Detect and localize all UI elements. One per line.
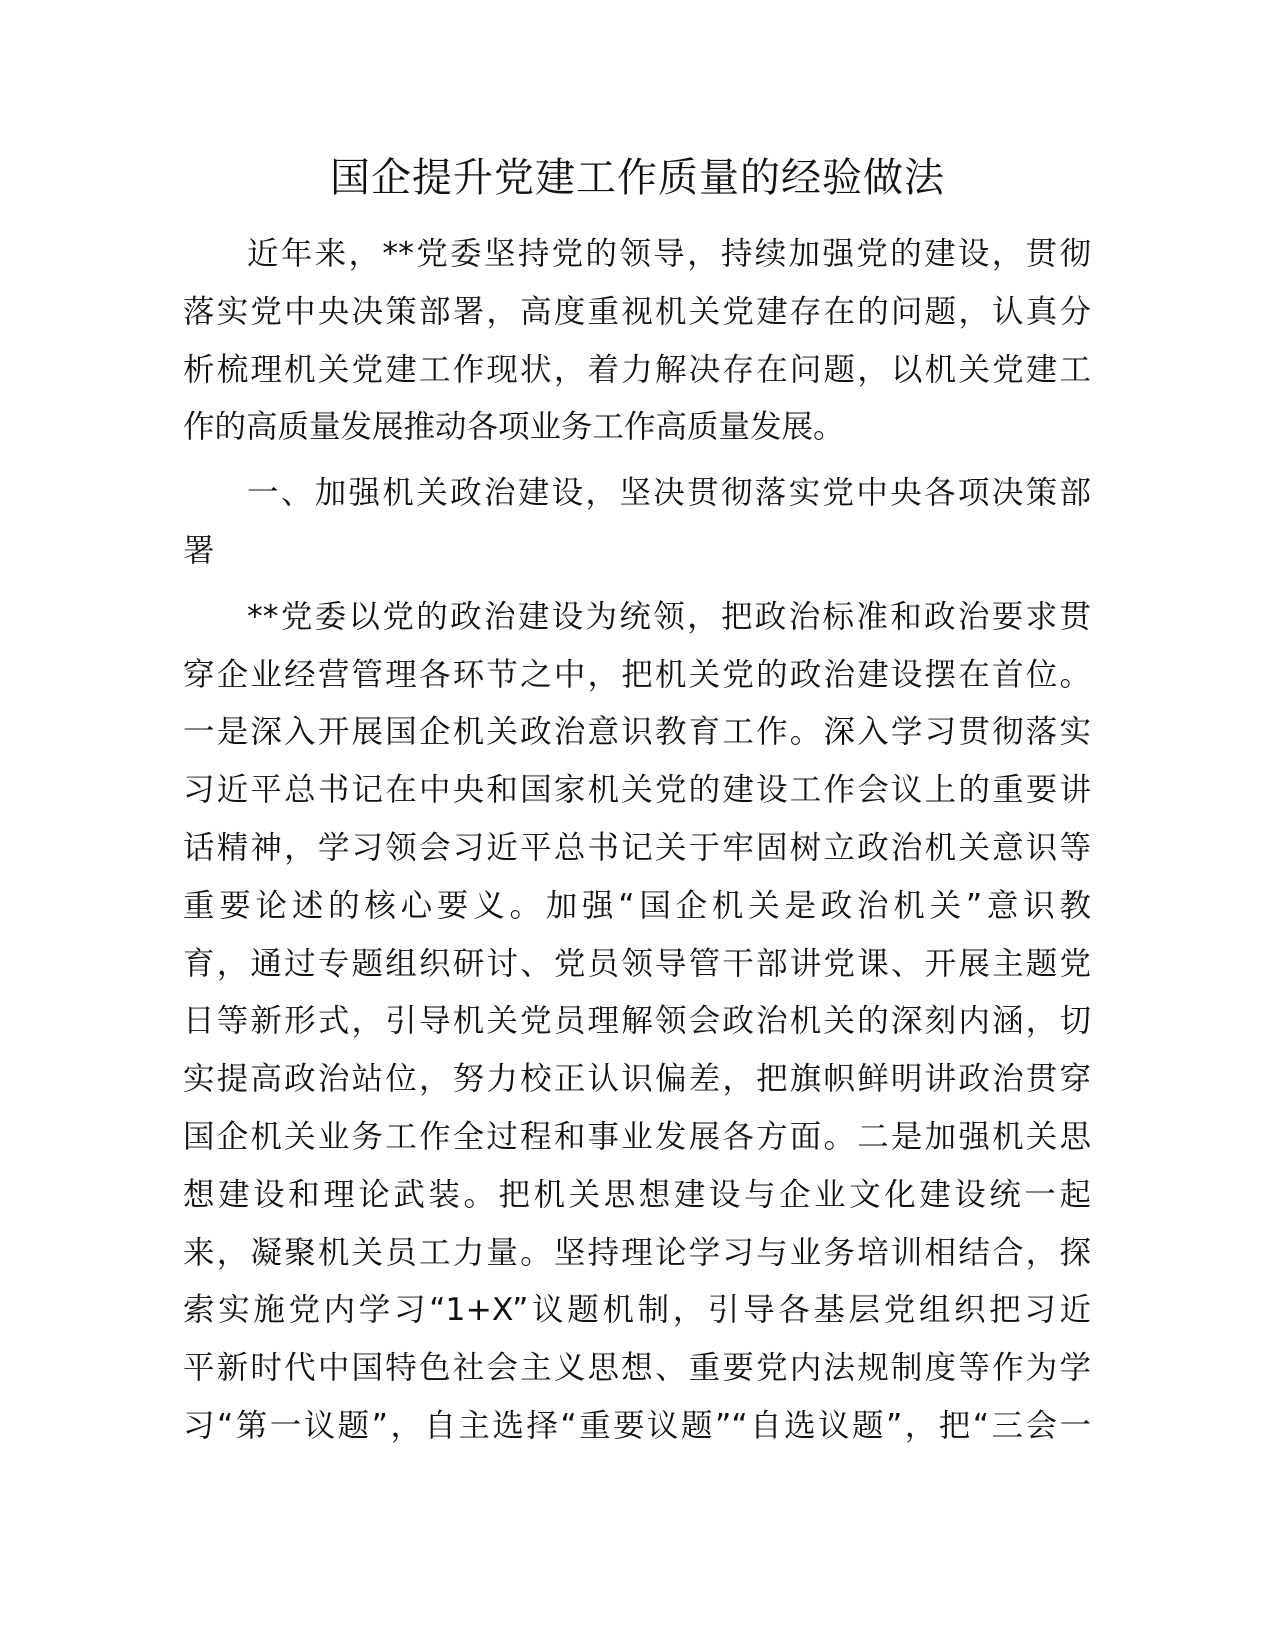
- text-line: 习“第一议题”，自主选择“重要议题”“自选议题”，把“三会一: [183, 1407, 1091, 1444]
- text-line: 署: [183, 532, 215, 569]
- text-line: **党委以党的政治建设为统领，把政治标准和政治要求贯: [247, 598, 1091, 635]
- text-line: 一、加强机关政治建设，坚决贯彻落实党中央各项决策部: [247, 475, 1091, 512]
- section-heading: [183, 465, 1091, 581]
- paragraph-body: [183, 589, 1091, 1456]
- text-line: 重要论述的核心要义。加强“国企机关是政治机关”意识教: [183, 887, 1091, 924]
- text-line: 习近平总书记在中央和国家机关党的建设工作会议上的重要讲: [183, 772, 1091, 809]
- text-line: 落实党中央决策部署，高度重视机关党建存在的问题，认真分: [183, 293, 1091, 330]
- text-line: 话精神，学习领会习近平总书记关于牢固树立政治机关意识等: [183, 829, 1091, 866]
- text-line: 想建设和理论武装。把机关思想建设与企业文化建设统一起: [183, 1176, 1091, 1213]
- text-line: 近年来，**党委坚持党的领导，持续加强党的建设，贯彻: [247, 236, 1091, 272]
- text-line: 穿企业经营管理各环节之中，把机关党的政治建设摆在首位。: [183, 656, 1091, 693]
- paragraph-intro: [183, 226, 1091, 457]
- text-line: 来，凝聚机关员工力量。坚持理论学习与业务培训相结合，探: [183, 1234, 1091, 1271]
- text-line: 一是深入开展国企机关政治意识教育工作。深入学习贯彻落实: [183, 714, 1091, 751]
- document-title: 国企提升党建工作质量的经验做法: [330, 155, 945, 201]
- text-line: 作的高质量发展推动各项业务工作高质量发展。: [183, 409, 845, 446]
- document-body: [183, 226, 1091, 1456]
- text-line: 国企机关业务工作全过程和事业发展各方面。二是加强机关思: [183, 1118, 1091, 1155]
- text-line: 平新时代中国特色社会主义思想、重要党内法规制度等作为学: [183, 1350, 1091, 1387]
- text-line: 索实施党内学习“1+X”议题机制，引导各基层党组织把习近: [183, 1292, 1091, 1329]
- text-line: 日等新形式，引导机关党员理解领会政治机关的深刻内涵，切: [183, 1003, 1091, 1040]
- text-line: 实提高政治站位，努力校正认识偏差，把旗帜鲜明讲政治贯穿: [183, 1061, 1091, 1098]
- text-line: 育，通过专题组织研讨、党员领导管干部讲党课、开展主题党: [183, 945, 1091, 982]
- text-line: 析梳理机关党建工作现状，着力解决存在问题，以机关党建工: [183, 351, 1091, 388]
